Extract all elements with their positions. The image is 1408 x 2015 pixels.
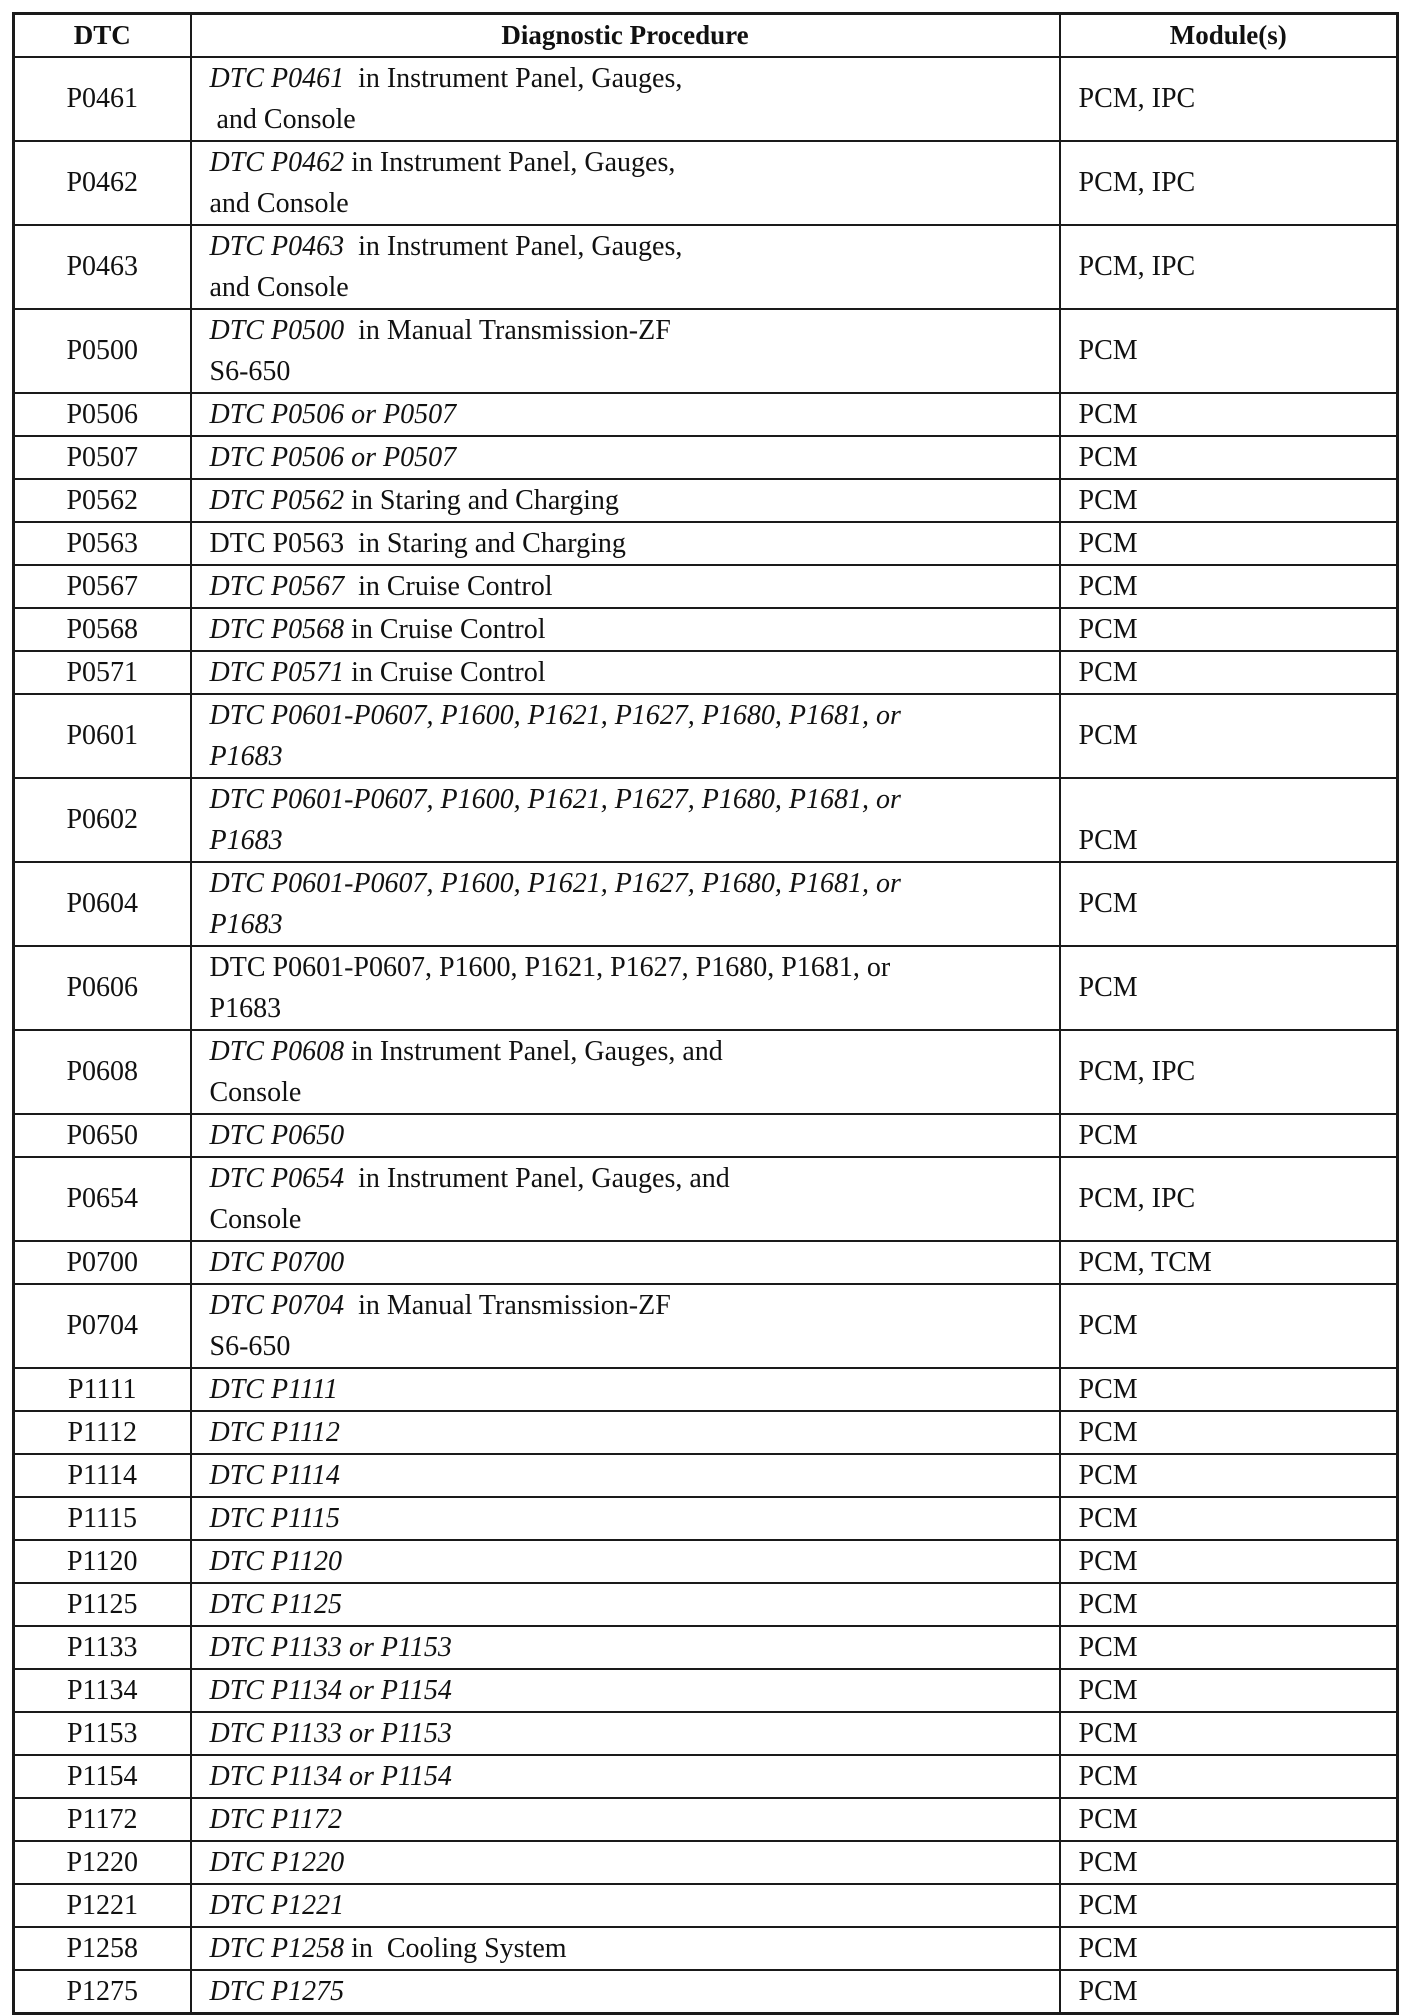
dtc-code: P1153 bbox=[14, 1712, 191, 1755]
procedure-line-2: S6-650 bbox=[209, 355, 291, 387]
procedure-reference: DTC P1220 bbox=[209, 1846, 345, 1878]
procedure-reference: DTC P0704 bbox=[209, 1289, 345, 1321]
procedure-line bbox=[210, 1627, 1049, 1668]
dtc-code: P0507 bbox=[14, 436, 191, 479]
module-list: PCM bbox=[1060, 309, 1398, 393]
procedure-reference: DTC P0601-P0607, P1600, P1621, P1627, P1680, P1681, or bbox=[209, 783, 901, 815]
procedure-line bbox=[210, 1756, 1049, 1797]
diagnostic-procedure bbox=[191, 225, 1060, 309]
procedure-reference: DTC P0608 bbox=[209, 1035, 345, 1067]
procedure-reference: DTC P1120 bbox=[209, 1545, 342, 1577]
dtc-code: P0562 bbox=[14, 479, 191, 522]
module-list: PCM bbox=[1060, 1970, 1398, 2014]
module-list: PCM bbox=[1060, 1583, 1398, 1626]
table-row bbox=[14, 1755, 1398, 1798]
procedure-reference: DTC P1275 bbox=[209, 1975, 345, 2007]
diagnostic-procedure bbox=[191, 862, 1060, 946]
table-row bbox=[14, 522, 1398, 565]
diagnostic-procedure bbox=[191, 1712, 1060, 1755]
diagnostic-procedure bbox=[191, 565, 1060, 608]
table-row bbox=[14, 1626, 1398, 1669]
procedure-reference: DTC P1134 or P1154 bbox=[209, 1760, 452, 1792]
procedure-location: in Manual Transmission-ZF bbox=[344, 1289, 671, 1321]
dtc-code: P1115 bbox=[14, 1497, 191, 1540]
procedure-reference: DTC P0563 bbox=[209, 527, 345, 559]
table-row bbox=[14, 1884, 1398, 1927]
procedure-line bbox=[210, 566, 1049, 607]
dtc-code: P0601 bbox=[14, 694, 191, 778]
module-list: PCM bbox=[1060, 946, 1398, 1030]
module-list: PCM, IPC bbox=[1060, 141, 1398, 225]
procedure-line bbox=[210, 58, 1049, 99]
procedure-reference: DTC P0506 or P0507 bbox=[209, 441, 457, 473]
procedure-location: in Instrument Panel, Gauges, bbox=[344, 146, 676, 178]
dtc-code: P0506 bbox=[14, 393, 191, 436]
header-modules: Module(s) bbox=[1060, 14, 1398, 57]
dtc-code: P0567 bbox=[14, 565, 191, 608]
procedure-reference: DTC P0654 bbox=[209, 1162, 345, 1194]
procedure-reference: DTC P1125 bbox=[209, 1588, 342, 1620]
procedure-line-2: Console bbox=[209, 1203, 302, 1235]
header-procedure: Diagnostic Procedure bbox=[191, 14, 1060, 57]
procedure-line bbox=[210, 523, 1049, 564]
module-list: PCM bbox=[1060, 565, 1398, 608]
procedure-location: in Cooling System bbox=[344, 1932, 567, 1964]
procedure-line bbox=[210, 652, 1049, 693]
table-row bbox=[14, 862, 1398, 946]
procedure-line bbox=[210, 1242, 1049, 1283]
dtc-code: P1172 bbox=[14, 1798, 191, 1841]
procedure-line-2: Console bbox=[209, 1076, 302, 1108]
diagnostic-procedure bbox=[191, 1669, 1060, 1712]
procedure-line bbox=[210, 226, 1049, 267]
dtc-code: P0700 bbox=[14, 1241, 191, 1284]
dtc-code: P0650 bbox=[14, 1114, 191, 1157]
diagnostic-procedure bbox=[191, 141, 1060, 225]
dtc-code: P0654 bbox=[14, 1157, 191, 1241]
procedure-reference: DTC P0506 or P0507 bbox=[209, 398, 457, 430]
module-list: PCM bbox=[1060, 1454, 1398, 1497]
procedure-line bbox=[210, 1115, 1049, 1156]
table-row bbox=[14, 57, 1398, 141]
module-list: PCM, IPC bbox=[1060, 1030, 1398, 1114]
module-list: PCM bbox=[1060, 1114, 1398, 1157]
module-list: PCM bbox=[1060, 1411, 1398, 1454]
header-row bbox=[14, 14, 1398, 57]
procedure-reference: DTC P0601-P0607, P1600, P1621, P1627, P1680, P1681, or bbox=[209, 867, 901, 899]
diagnostic-procedure bbox=[191, 1114, 1060, 1157]
diagnostic-procedure bbox=[191, 1241, 1060, 1284]
table-body bbox=[14, 57, 1398, 2014]
procedure-line bbox=[210, 1158, 1049, 1199]
dtc-code: P0608 bbox=[14, 1030, 191, 1114]
procedure-reference: DTC P0700 bbox=[209, 1246, 345, 1278]
procedure-location: in Instrument Panel, Gauges, and bbox=[344, 1035, 723, 1067]
procedure-line bbox=[210, 1541, 1049, 1582]
procedure-location: in Cruise Control bbox=[344, 656, 546, 688]
procedure-line bbox=[210, 1971, 1049, 2012]
module-list: PCM bbox=[1060, 778, 1398, 862]
table-row bbox=[14, 1583, 1398, 1626]
procedure-line bbox=[210, 609, 1049, 650]
table-row bbox=[14, 436, 1398, 479]
procedure-line bbox=[210, 1369, 1049, 1410]
table-row bbox=[14, 1970, 1398, 2014]
procedure-line bbox=[210, 142, 1049, 183]
diagnostic-procedure bbox=[191, 778, 1060, 862]
module-list: PCM bbox=[1060, 1755, 1398, 1798]
procedure-reference: DTC P1133 or P1153 bbox=[209, 1631, 452, 1663]
table-row bbox=[14, 651, 1398, 694]
procedure-location: in Instrument Panel, Gauges, bbox=[344, 230, 683, 262]
procedure-location: in Instrument Panel, Gauges, bbox=[344, 62, 683, 94]
dtc-code: P1275 bbox=[14, 1970, 191, 2014]
procedure-line bbox=[210, 1928, 1049, 1969]
module-list: PCM, IPC bbox=[1060, 57, 1398, 141]
procedure-line bbox=[210, 1285, 1049, 1326]
dtc-code: P0568 bbox=[14, 608, 191, 651]
procedure-line bbox=[210, 1498, 1049, 1539]
dtc-code: P1134 bbox=[14, 1669, 191, 1712]
diagnostic-procedure bbox=[191, 1798, 1060, 1841]
module-list: PCM bbox=[1060, 651, 1398, 694]
table-row bbox=[14, 1157, 1398, 1241]
module-list: PCM bbox=[1060, 1927, 1398, 1970]
table-row bbox=[14, 1540, 1398, 1583]
procedure-line-2: P1683 bbox=[209, 908, 283, 940]
procedure-line bbox=[210, 695, 1049, 736]
dtc-code: P1125 bbox=[14, 1583, 191, 1626]
diagnostic-procedure bbox=[191, 1755, 1060, 1798]
diagnostic-procedure bbox=[191, 694, 1060, 778]
module-list: PCM bbox=[1060, 1284, 1398, 1368]
diagnostic-procedure bbox=[191, 608, 1060, 651]
procedure-line-2: P1683 bbox=[209, 740, 283, 772]
procedure-reference: DTC P1133 or P1153 bbox=[209, 1717, 452, 1749]
diagnostic-procedure bbox=[191, 1411, 1060, 1454]
dtc-code: P1120 bbox=[14, 1540, 191, 1583]
procedure-line bbox=[210, 1842, 1049, 1883]
table-row bbox=[14, 393, 1398, 436]
procedure-reference: DTC P0562 bbox=[209, 484, 345, 516]
procedure-location: in Staring and Charging bbox=[344, 484, 619, 516]
procedure-reference: DTC P0601-P0607, P1600, P1621, P1627, P1680, P1681, or bbox=[209, 951, 891, 983]
table-row bbox=[14, 225, 1398, 309]
diagnostic-procedure bbox=[191, 1583, 1060, 1626]
diagnostic-procedure bbox=[191, 479, 1060, 522]
table-row bbox=[14, 608, 1398, 651]
diagnostic-procedure bbox=[191, 1284, 1060, 1368]
module-list: PCM bbox=[1060, 1669, 1398, 1712]
procedure-reference: DTC P0567 bbox=[209, 570, 345, 602]
table-row bbox=[14, 778, 1398, 862]
diagnostic-procedure bbox=[191, 1540, 1060, 1583]
dtc-code: P0461 bbox=[14, 57, 191, 141]
diagnostic-procedure bbox=[191, 436, 1060, 479]
diagnostic-procedure bbox=[191, 1157, 1060, 1241]
dtc-code: P1133 bbox=[14, 1626, 191, 1669]
procedure-line-2: P1683 bbox=[209, 992, 282, 1024]
dtc-code: P0563 bbox=[14, 522, 191, 565]
dtc-code: P1154 bbox=[14, 1755, 191, 1798]
table-row bbox=[14, 1669, 1398, 1712]
procedure-line-2: S6-650 bbox=[209, 1330, 291, 1362]
module-list: PCM, IPC bbox=[1060, 1157, 1398, 1241]
procedure-line-2: P1683 bbox=[209, 824, 283, 856]
diagnostic-procedure bbox=[191, 1970, 1060, 2014]
procedure-line-2: and Console bbox=[209, 187, 349, 219]
procedure-line-2: and Console bbox=[209, 103, 356, 135]
dtc-code: P1258 bbox=[14, 1927, 191, 1970]
procedure-location: in Instrument Panel, Gauges, and bbox=[344, 1162, 730, 1194]
diagnostic-procedure bbox=[191, 651, 1060, 694]
dtc-code: P0606 bbox=[14, 946, 191, 1030]
dtc-table bbox=[12, 12, 1399, 2015]
module-list: PCM bbox=[1060, 1540, 1398, 1583]
procedure-reference: DTC P1221 bbox=[209, 1889, 345, 1921]
module-list: PCM bbox=[1060, 1368, 1398, 1411]
procedure-reference: DTC P1258 bbox=[209, 1932, 345, 1964]
module-list: PCM bbox=[1060, 862, 1398, 946]
procedure-line bbox=[210, 1455, 1049, 1496]
module-list: PCM bbox=[1060, 1626, 1398, 1669]
table-row bbox=[14, 565, 1398, 608]
module-list: PCM bbox=[1060, 1798, 1398, 1841]
table-row bbox=[14, 309, 1398, 393]
diagnostic-procedure bbox=[191, 1626, 1060, 1669]
procedure-line bbox=[210, 1885, 1049, 1926]
dtc-code: P1220 bbox=[14, 1841, 191, 1884]
procedure-line bbox=[210, 1031, 1049, 1072]
table-row bbox=[14, 1030, 1398, 1114]
procedure-line bbox=[210, 779, 1049, 820]
dtc-code: P0704 bbox=[14, 1284, 191, 1368]
procedure-reference: DTC P1114 bbox=[209, 1459, 340, 1491]
procedure-line bbox=[210, 437, 1049, 478]
table-row bbox=[14, 1411, 1398, 1454]
dtc-code: P1111 bbox=[14, 1368, 191, 1411]
table-row bbox=[14, 694, 1398, 778]
diagnostic-procedure bbox=[191, 946, 1060, 1030]
procedure-reference: DTC P1115 bbox=[209, 1502, 340, 1534]
diagnostic-procedure bbox=[191, 1454, 1060, 1497]
dtc-code: P1221 bbox=[14, 1884, 191, 1927]
dtc-code: P0463 bbox=[14, 225, 191, 309]
dtc-code: P1114 bbox=[14, 1454, 191, 1497]
procedure-reference: DTC P0601-P0607, P1600, P1621, P1627, P1680, P1681, or bbox=[209, 699, 901, 731]
table-row bbox=[14, 1241, 1398, 1284]
procedure-reference: DTC P0461 bbox=[209, 62, 345, 94]
dtc-code: P0462 bbox=[14, 141, 191, 225]
diagnostic-procedure bbox=[191, 1841, 1060, 1884]
module-list: PCM bbox=[1060, 694, 1398, 778]
table-row bbox=[14, 141, 1398, 225]
procedure-location: in Cruise Control bbox=[344, 613, 546, 645]
module-list: PCM, IPC bbox=[1060, 225, 1398, 309]
table-row bbox=[14, 1284, 1398, 1368]
procedure-reference: DTC P1134 or P1154 bbox=[209, 1674, 452, 1706]
procedure-reference: DTC P1172 bbox=[209, 1803, 342, 1835]
procedure-line bbox=[210, 1584, 1049, 1625]
diagnostic-procedure bbox=[191, 1368, 1060, 1411]
procedure-location: in Cruise Control bbox=[344, 570, 553, 602]
procedure-reference: DTC P0650 bbox=[209, 1119, 345, 1151]
dtc-code: P1112 bbox=[14, 1411, 191, 1454]
table-row bbox=[14, 1927, 1398, 1970]
diagnostic-procedure bbox=[191, 309, 1060, 393]
procedure-line bbox=[210, 1713, 1049, 1754]
procedure-reference: DTC P0463 bbox=[209, 230, 345, 262]
diagnostic-procedure bbox=[191, 1884, 1060, 1927]
procedure-line-2: and Console bbox=[209, 271, 349, 303]
module-list: PCM bbox=[1060, 522, 1398, 565]
diagnostic-procedure bbox=[191, 57, 1060, 141]
table-row bbox=[14, 1841, 1398, 1884]
module-list: PCM, TCM bbox=[1060, 1241, 1398, 1284]
table-row bbox=[14, 1497, 1398, 1540]
diagnostic-procedure bbox=[191, 1927, 1060, 1970]
module-list: PCM bbox=[1060, 608, 1398, 651]
header-dtc: DTC bbox=[14, 14, 191, 57]
procedure-line bbox=[210, 1412, 1049, 1453]
table-row bbox=[14, 1368, 1398, 1411]
dtc-code: P0604 bbox=[14, 862, 191, 946]
procedure-line bbox=[210, 480, 1049, 521]
table-row bbox=[14, 1712, 1398, 1755]
procedure-line bbox=[210, 1799, 1049, 1840]
module-list: PCM bbox=[1060, 436, 1398, 479]
table-row bbox=[14, 1114, 1398, 1157]
diagnostic-procedure bbox=[191, 393, 1060, 436]
procedure-reference: DTC P0500 bbox=[209, 314, 345, 346]
procedure-line bbox=[210, 863, 1049, 904]
procedure-line bbox=[210, 394, 1049, 435]
dtc-code: P0500 bbox=[14, 309, 191, 393]
module-list: PCM bbox=[1060, 479, 1398, 522]
module-list: PCM bbox=[1060, 1841, 1398, 1884]
dtc-code: P0602 bbox=[14, 778, 191, 862]
procedure-location: in Staring and Charging bbox=[344, 527, 626, 559]
procedure-line bbox=[210, 947, 1049, 988]
table-row bbox=[14, 1798, 1398, 1841]
diagnostic-procedure bbox=[191, 1497, 1060, 1540]
procedure-reference: DTC P0568 bbox=[209, 613, 345, 645]
module-list: PCM bbox=[1060, 1497, 1398, 1540]
procedure-reference: DTC P0462 bbox=[209, 146, 345, 178]
module-list: PCM bbox=[1060, 1884, 1398, 1927]
table-row bbox=[14, 946, 1398, 1030]
module-list: PCM bbox=[1060, 393, 1398, 436]
procedure-reference: DTC P1112 bbox=[209, 1416, 340, 1448]
procedure-location: in Manual Transmission-ZF bbox=[344, 314, 671, 346]
dtc-code: P0571 bbox=[14, 651, 191, 694]
procedure-reference: DTC P0571 bbox=[209, 656, 345, 688]
table-row bbox=[14, 1454, 1398, 1497]
procedure-reference: DTC P1111 bbox=[209, 1373, 338, 1405]
procedure-line bbox=[210, 1670, 1049, 1711]
module-list: PCM bbox=[1060, 1712, 1398, 1755]
diagnostic-procedure bbox=[191, 522, 1060, 565]
procedure-line bbox=[210, 310, 1049, 351]
table-row bbox=[14, 479, 1398, 522]
diagnostic-procedure bbox=[191, 1030, 1060, 1114]
